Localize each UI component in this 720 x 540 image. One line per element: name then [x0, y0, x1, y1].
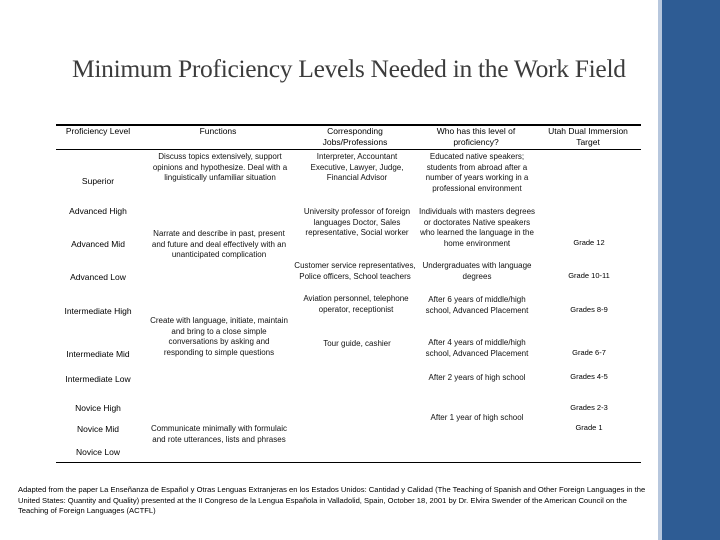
header-divider: [56, 149, 641, 150]
who-superior: Educated native speakers; students from abroad after a number of years working in a professional environment: [425, 152, 529, 193]
grade-novice-high: Grades 2-3: [570, 403, 608, 412]
who-advanced-low: Undergraduates with language degrees: [422, 261, 532, 281]
jobs-intermediate-high: Aviation personnel, telephone operator, receptionist: [303, 294, 409, 314]
header-functions: Functions: [199, 126, 237, 136]
level-superior: Superior: [81, 176, 115, 186]
slide-title: Minimum Proficiency Levels Needed in the Work Field: [72, 54, 626, 83]
level-intermediate-mid: Intermediate Mid: [66, 349, 130, 359]
grade-advanced-mid: Grade 12: [573, 238, 605, 247]
grade-novice-mid: Grade 1: [575, 423, 603, 432]
functions-superior: Discuss topics extensively, support opinions and hypothesize. Deal with a linguistically unfamiliar situation: [152, 152, 288, 182]
level-novice-low: Novice Low: [76, 447, 120, 457]
header-jobs: Corresponding Jobs/Professions: [322, 126, 388, 147]
functions-novice: Communicate minimally with formulaic and rote utterances, lists and phrases: [150, 424, 288, 444]
grade-advanced-low: Grade 10-11: [568, 271, 610, 280]
level-intermediate-low: Intermediate Low: [65, 374, 131, 384]
level-advanced-low: Advanced Low: [70, 272, 126, 282]
level-novice-high: Novice High: [75, 403, 121, 413]
who-intermediate-mid: After 4 years of middle/high school, Advanced Placement: [425, 338, 529, 358]
level-advanced-mid: Advanced Mid: [71, 239, 125, 249]
header-who: Who has this level of proficiency?: [436, 126, 516, 147]
grade-intermediate-mid: Grade 6-7: [572, 348, 606, 357]
source-footnote: Adapted from the paper La Enseñanza de Español y Otras Lenguas Extranjeras en los Estados Unidos: Cantidad y Calidad (The Teaching of Spanish and Other Foreign Languages in the United States: Quantity and Quality) presented at the II Congreso de la Lengua Española in Valladolid, Spain, October 18, 2001 by Dr. Elvira Swender of the American Council on the Teaching of Foreign Languages (ACTFL): [18, 485, 646, 515]
table-bottom-border: [56, 462, 641, 463]
level-intermediate-high: Intermediate High: [64, 306, 132, 316]
header-target: Utah Dual Immersion Target: [548, 126, 628, 147]
grade-intermediate-low: Grades 4-5: [570, 372, 608, 381]
who-intermediate-high: After 6 years of middle/high school, Advanced Placement: [425, 295, 529, 315]
jobs-advanced-high-mid: University professor of foreign languages Doctor, Sales representative, Social worker: [303, 207, 411, 237]
who-novice: After 1 year of high school: [430, 413, 524, 422]
grade-intermediate-high: Grades 8-9: [570, 305, 608, 314]
jobs-intermediate-mid: Tour guide, cashier: [323, 339, 391, 348]
functions-advanced: Narrate and describe in past, present and future and deal effectively with an unanticipated complication: [151, 229, 287, 259]
decorative-side-bar: [662, 0, 720, 540]
functions-intermediate: Create with language, initiate, maintain and bring to a close simple conversations by asking and responding to simple questions: [150, 316, 288, 357]
who-advanced-high-mid: Individuals with masters degrees or doctorates Native speakers who learned the language in the home environment: [418, 207, 536, 248]
level-novice-mid: Novice Mid: [76, 424, 120, 434]
jobs-advanced-low: Customer service representatives, Police officers, School teachers: [294, 261, 416, 281]
who-intermediate-low: After 2 years of high school: [428, 373, 526, 382]
level-advanced-high: Advanced High: [69, 206, 127, 216]
header-proficiency-level: Proficiency Level: [65, 126, 131, 136]
jobs-superior: Interpreter, Accountant Executive, Lawyer, Judge, Financial Advisor: [310, 152, 404, 182]
